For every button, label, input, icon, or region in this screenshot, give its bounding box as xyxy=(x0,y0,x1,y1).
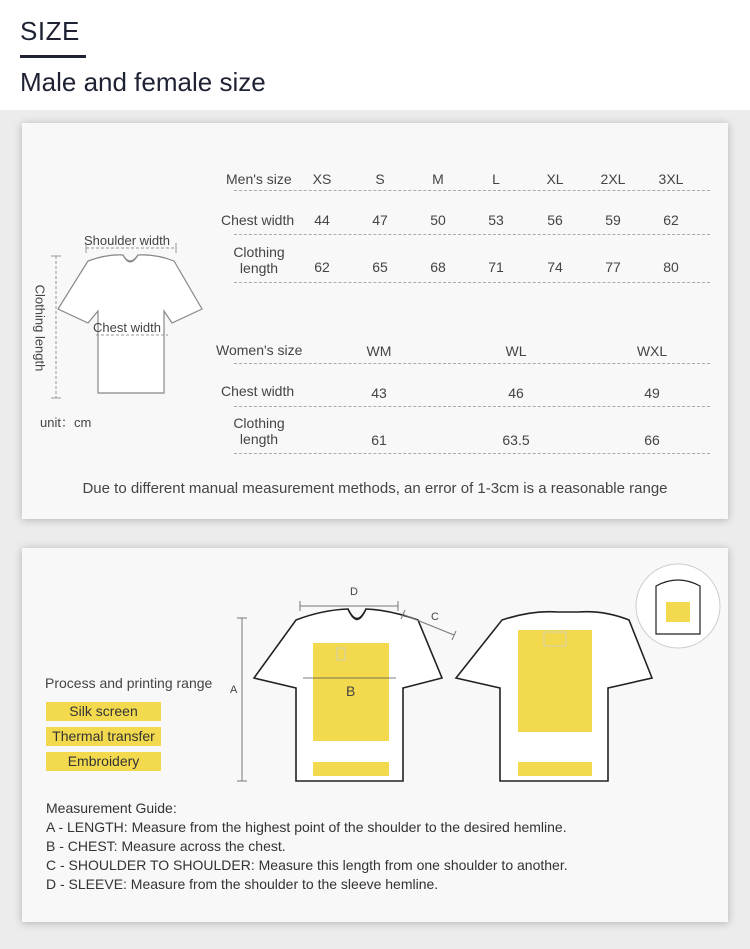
letter-b-label: B xyxy=(346,683,356,699)
men-chest-cell: 56 xyxy=(547,212,563,228)
men-size-cell: L xyxy=(492,171,500,187)
men-length-label xyxy=(219,244,299,276)
tshirt-measure-diagram xyxy=(22,123,222,443)
women-chest-label: Chest width xyxy=(221,383,295,399)
men-length-cell: 71 xyxy=(488,259,504,275)
clothing-length-label: Clothing length xyxy=(32,284,48,372)
women-length-cell: 66 xyxy=(644,432,660,448)
row-divider xyxy=(234,453,710,454)
women-length-label-line1: Clothing xyxy=(233,415,285,431)
row-divider xyxy=(234,234,710,235)
men-length-cell: 68 xyxy=(430,259,446,275)
back-hem-print-area xyxy=(518,762,592,776)
sleeve-print-area xyxy=(666,602,690,622)
men-length-cell: 65 xyxy=(372,259,388,275)
letter-d-label: D xyxy=(350,586,358,598)
men-chest-cell: 62 xyxy=(663,212,679,228)
women-size-cell: WL xyxy=(505,343,527,359)
men-size-cell: XL xyxy=(546,171,564,187)
row-divider xyxy=(234,282,710,283)
row-divider xyxy=(234,190,710,191)
men-length-cell: 80 xyxy=(663,259,679,275)
men-length-cell: 62 xyxy=(314,259,330,275)
men-chest-cell: 44 xyxy=(314,212,330,228)
back-shirt-icon xyxy=(456,612,652,781)
men-size-cell: XS xyxy=(312,171,332,187)
women-size-cell: WXL xyxy=(636,343,668,359)
women-length-cell: 63.5 xyxy=(502,432,530,448)
embroidery-badge: Embroidery xyxy=(46,752,161,771)
men-length-label-line1: Clothing xyxy=(233,244,285,260)
men-length-label-line2: length xyxy=(239,260,279,276)
men-chest-cell: 53 xyxy=(488,212,504,228)
front-hem-print-area xyxy=(313,762,389,776)
page-title: SIZE xyxy=(20,16,80,46)
women-chest-cell: 43 xyxy=(371,385,387,401)
men-size-header: Men's size xyxy=(226,171,292,187)
women-length-cell: 61 xyxy=(371,432,387,448)
men-size-cell: 2XL xyxy=(600,171,626,187)
men-chest-cell: 50 xyxy=(430,212,446,228)
printing-range-card xyxy=(22,548,728,922)
chest-width-label: Chest width xyxy=(93,320,161,335)
women-size-cell: WM xyxy=(366,343,392,359)
guide-line-length: A - LENGTH: Measure from the highest point of the shoulder to the desired hemline. xyxy=(46,819,567,835)
men-chest-cell: 59 xyxy=(605,212,621,228)
size-chart-card xyxy=(22,123,728,519)
page-subtitle: Male and female size xyxy=(20,67,266,97)
silk-screen-badge: Silk screen xyxy=(46,702,161,721)
thermal-transfer-badge: Thermal transfer xyxy=(46,727,161,746)
women-chest-cell: 46 xyxy=(508,385,524,401)
guide-line-shoulder: C - SHOULDER TO SHOULDER: Measure this length from one shoulder to another. xyxy=(46,857,568,873)
men-size-cell: M xyxy=(432,171,444,187)
women-size-header: Women's size xyxy=(216,342,303,358)
title-underline xyxy=(20,55,86,58)
printing-range-title: Process and printing range xyxy=(45,675,213,691)
letter-c-label: C xyxy=(431,611,439,623)
back-print-area xyxy=(518,630,592,732)
letter-a-label: A xyxy=(230,684,238,696)
men-size-cell: 3XL xyxy=(658,171,684,187)
men-size-cell: S xyxy=(375,171,385,187)
row-divider xyxy=(234,363,710,364)
men-chest-cell: 47 xyxy=(372,212,388,228)
shoulder-width-label: Shoulder width xyxy=(84,233,170,248)
men-chest-label: Chest width xyxy=(221,212,295,228)
women-length-label xyxy=(219,415,299,447)
women-chest-cell: 49 xyxy=(644,385,660,401)
sleeve-detail-icon xyxy=(636,564,720,648)
men-length-cell: 77 xyxy=(605,259,621,275)
measurement-guide-title: Measurement Guide: xyxy=(46,800,177,816)
unit-label: unit：cm xyxy=(40,415,92,430)
men-length-cell: 74 xyxy=(547,259,563,275)
guide-line-sleeve: D - SLEEVE: Measure from the shoulder to the sleeve hemline. xyxy=(46,876,439,892)
women-length-label-line2: length xyxy=(239,431,279,447)
row-divider xyxy=(234,406,710,407)
measurement-note: Due to different manual measurement methods, an error of 1-3cm is a reasonable range xyxy=(82,480,668,497)
guide-line-chest: B - CHEST: Measure across the chest. xyxy=(46,838,286,854)
